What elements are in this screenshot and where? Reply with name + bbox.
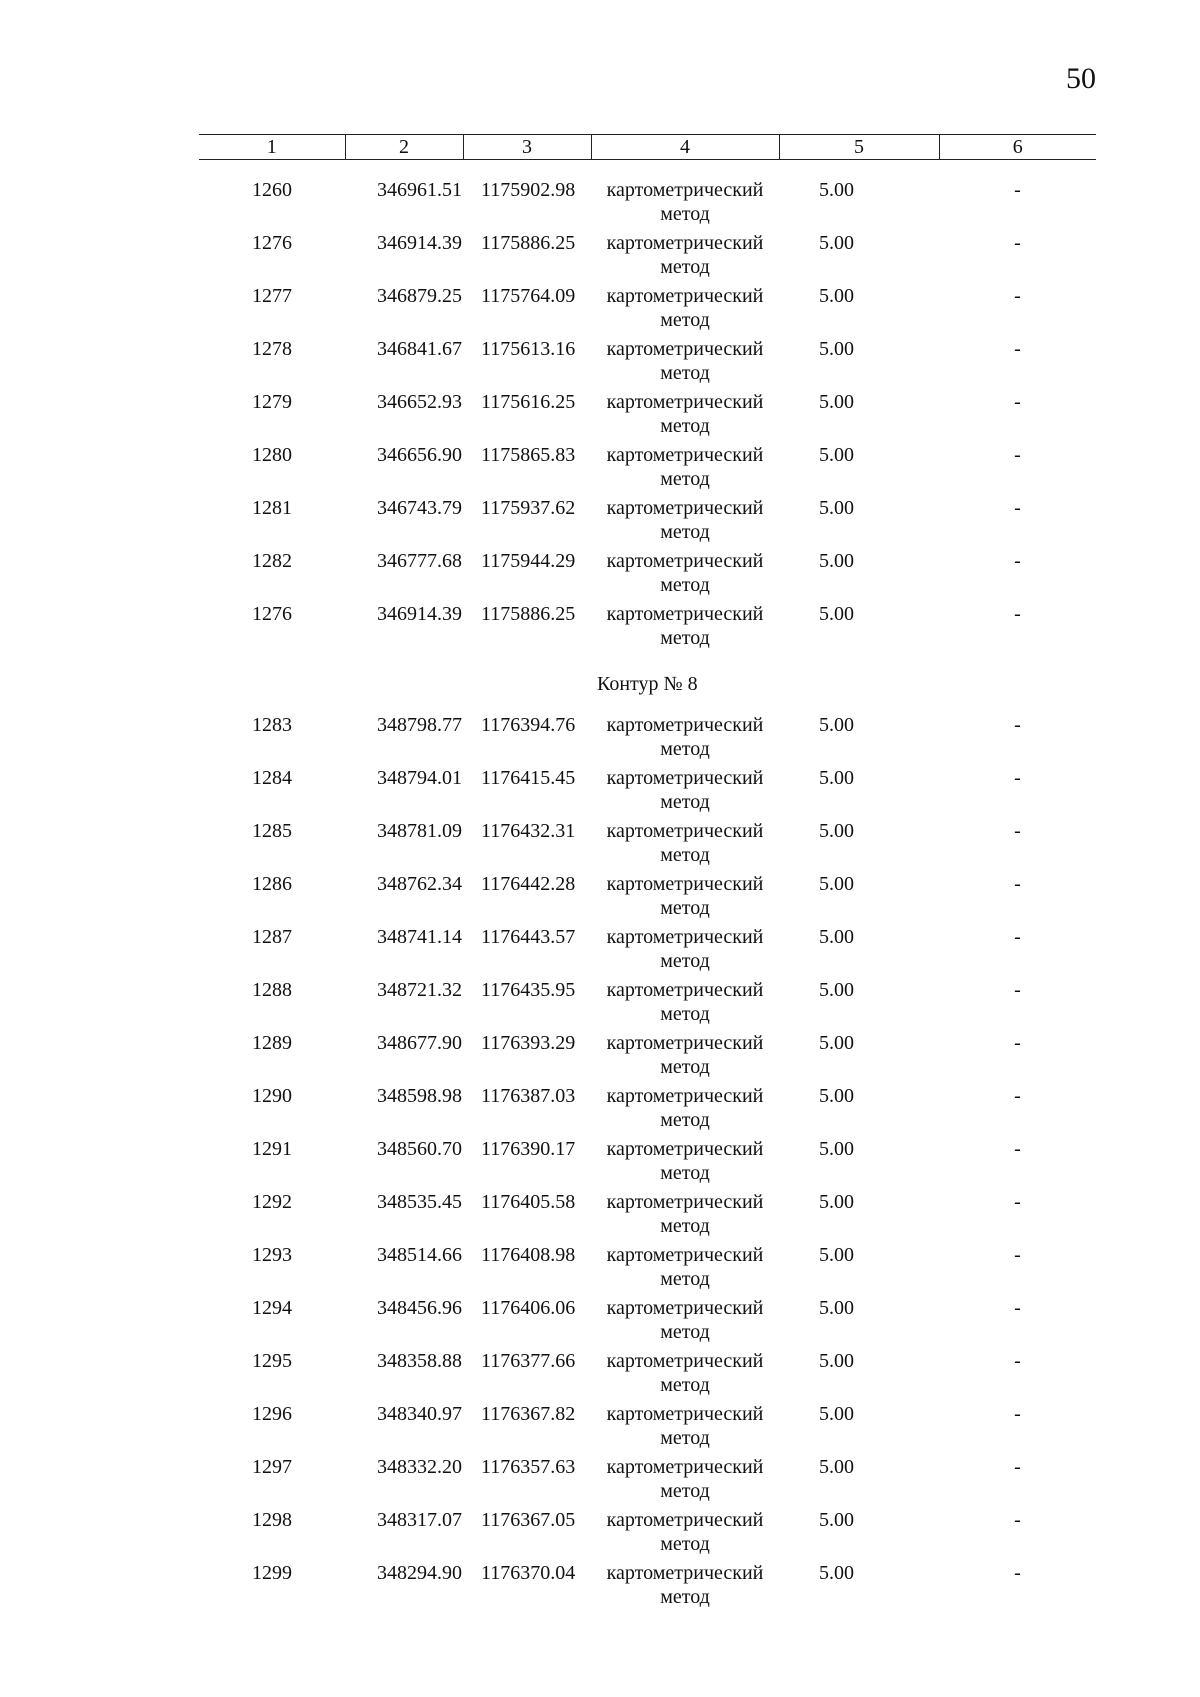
coordinate-y: 1176405.58: [481, 1191, 576, 1213]
method-line-1: картометрический: [606, 1244, 764, 1266]
method: [591, 1455, 779, 1508]
method-line-1: картометрический: [606, 1403, 764, 1425]
method-line-1: картометрический: [606, 497, 764, 519]
method-line-2: метод: [660, 468, 710, 490]
coordinate-y: 1176432.31: [481, 820, 576, 842]
method-line-1: картометрический: [606, 767, 764, 789]
method: [591, 160, 779, 232]
coordinate-x: 346656.90: [377, 444, 462, 466]
method-line-1: картометрический: [606, 1085, 764, 1107]
method-line-1: картометрический: [606, 1350, 764, 1372]
coordinate-y: 1175937.62: [481, 497, 576, 519]
method: [591, 390, 779, 443]
method-line-2: метод: [660, 1268, 710, 1290]
page-number: 50: [1066, 62, 1096, 95]
method-line-1: картометрический: [606, 338, 764, 360]
accuracy: 5.00: [819, 1403, 854, 1425]
method-line-2: метод: [660, 256, 710, 278]
point-number: 1276: [252, 232, 292, 254]
note: -: [1014, 714, 1021, 736]
table-row: [199, 1031, 1096, 1084]
coordinate-x: 348514.66: [377, 1244, 462, 1266]
coordinate-x: 346879.25: [377, 285, 462, 307]
table-row: [199, 443, 1096, 496]
note: -: [1014, 1562, 1021, 1584]
coordinate-x: 348358.88: [377, 1350, 462, 1372]
method-line-2: метод: [660, 1215, 710, 1237]
table-row: [199, 390, 1096, 443]
coordinate-y: 1175902.98: [481, 179, 576, 201]
coordinate-y: 1176415.45: [481, 767, 576, 789]
method-line-1: картометрический: [606, 1191, 764, 1213]
coordinate-x: 348762.34: [377, 873, 462, 895]
method-line-1: картометрический: [606, 444, 764, 466]
coordinate-x: 348560.70: [377, 1138, 462, 1160]
coordinate-x: 346914.39: [377, 232, 462, 254]
note: -: [1014, 926, 1021, 948]
point-number: 1283: [252, 714, 292, 736]
table-row: [199, 1561, 1096, 1614]
point-number: 1286: [252, 873, 292, 895]
method-line-2: метод: [660, 1056, 710, 1078]
note: -: [1014, 1138, 1021, 1160]
table-row: [199, 1349, 1096, 1402]
header-col-5: 5: [779, 135, 939, 160]
method-line-2: метод: [660, 1321, 710, 1343]
accuracy: 5.00: [819, 1350, 854, 1372]
table-row: [199, 337, 1096, 390]
coordinate-y: 1176390.17: [481, 1138, 576, 1160]
note: -: [1014, 1191, 1021, 1213]
point-number: 1278: [252, 338, 292, 360]
table-row: [199, 1190, 1096, 1243]
method: [591, 819, 779, 872]
note: -: [1014, 338, 1021, 360]
coordinates-table: [199, 134, 1096, 1614]
coordinate-y: 1176435.95: [481, 979, 576, 1001]
header-col-4: 4: [591, 135, 779, 160]
table-row: [199, 1508, 1096, 1561]
header-col-6: 6: [939, 135, 1096, 160]
note: -: [1014, 1509, 1021, 1531]
method-line-2: метод: [660, 950, 710, 972]
table-row: [199, 978, 1096, 1031]
point-number: 1298: [252, 1509, 292, 1531]
note: -: [1014, 979, 1021, 1001]
accuracy: 5.00: [819, 926, 854, 948]
note: -: [1014, 391, 1021, 413]
coordinate-x: 346652.93: [377, 391, 462, 413]
method-line-2: метод: [660, 203, 710, 225]
point-number: 1282: [252, 550, 292, 572]
accuracy: 5.00: [819, 603, 854, 625]
coordinate-y: 1175865.83: [481, 444, 576, 466]
table-row: [199, 713, 1096, 766]
accuracy: 5.00: [819, 285, 854, 307]
method-line-1: картометрический: [606, 926, 764, 948]
method: [591, 337, 779, 390]
coordinate-x: 346914.39: [377, 603, 462, 625]
point-number: 1294: [252, 1297, 292, 1319]
coordinate-x: 346841.67: [377, 338, 462, 360]
table-body: [199, 160, 1096, 1615]
table-row: [199, 1243, 1096, 1296]
point-number: 1297: [252, 1456, 292, 1478]
note: -: [1014, 1456, 1021, 1478]
table-row: [199, 549, 1096, 602]
coordinate-y: 1175886.25: [481, 603, 576, 625]
method: [591, 602, 779, 655]
accuracy: 5.00: [819, 714, 854, 736]
header-col-3: 3: [463, 135, 591, 160]
coordinate-x: 348535.45: [377, 1191, 462, 1213]
coordinate-x: 348741.14: [377, 926, 462, 948]
point-number: 1277: [252, 285, 292, 307]
point-number: 1260: [252, 179, 292, 201]
coordinate-y: 1175764.09: [481, 285, 576, 307]
accuracy: 5.00: [819, 1032, 854, 1054]
method: [591, 1243, 779, 1296]
coordinate-y: 1176367.05: [481, 1509, 576, 1531]
note: -: [1014, 1350, 1021, 1372]
point-number: 1287: [252, 926, 292, 948]
accuracy: 5.00: [819, 179, 854, 201]
method-line-1: картометрический: [606, 873, 764, 895]
point-number: 1292: [252, 1191, 292, 1213]
note: -: [1014, 603, 1021, 625]
header-row: [199, 135, 1096, 160]
table-row: [199, 925, 1096, 978]
coordinate-x: 348781.09: [377, 820, 462, 842]
coordinate-x: 348798.77: [377, 714, 462, 736]
method: [591, 496, 779, 549]
table-row: [199, 496, 1096, 549]
coordinate-y: 1176406.06: [481, 1297, 576, 1319]
note: -: [1014, 285, 1021, 307]
header-col-2: 2: [345, 135, 463, 160]
method-line-1: картометрический: [606, 1032, 764, 1054]
accuracy: 5.00: [819, 1509, 854, 1531]
method-line-1: картометрический: [606, 1562, 764, 1584]
coordinate-y: 1176377.66: [481, 1350, 576, 1372]
accuracy: 5.00: [819, 232, 854, 254]
method-line-2: метод: [660, 1162, 710, 1184]
point-number: 1291: [252, 1138, 292, 1160]
coordinate-x: 346777.68: [377, 550, 462, 572]
method-line-1: картометрический: [606, 285, 764, 307]
accuracy: 5.00: [819, 1456, 854, 1478]
method-line-1: картометрический: [606, 179, 764, 201]
table-row: [199, 160, 1096, 232]
table-row: [199, 1084, 1096, 1137]
method-line-2: метод: [660, 1109, 710, 1131]
method: [591, 766, 779, 819]
method-line-2: метод: [660, 791, 710, 813]
coordinate-x: 348332.20: [377, 1456, 462, 1478]
note: -: [1014, 873, 1021, 895]
method-line-1: картометрический: [606, 603, 764, 625]
method-line-2: метод: [660, 1374, 710, 1396]
method: [591, 1561, 779, 1614]
method-line-1: картометрический: [606, 1297, 764, 1319]
accuracy: 5.00: [819, 820, 854, 842]
method-line-2: метод: [660, 1586, 710, 1608]
method-line-2: метод: [660, 738, 710, 760]
point-number: 1293: [252, 1244, 292, 1266]
accuracy: 5.00: [819, 873, 854, 895]
method-line-2: метод: [660, 897, 710, 919]
method-line-1: картометрический: [606, 1509, 764, 1531]
table-header: [199, 135, 1096, 160]
table-row: [199, 602, 1096, 655]
coordinate-x: 346743.79: [377, 497, 462, 519]
table-row: [199, 284, 1096, 337]
note: -: [1014, 497, 1021, 519]
point-number: 1279: [252, 391, 292, 413]
note: -: [1014, 1085, 1021, 1107]
coordinate-y: 1175886.25: [481, 232, 576, 254]
method-line-1: картометрический: [606, 391, 764, 413]
method-line-1: картометрический: [606, 1456, 764, 1478]
point-number: 1284: [252, 767, 292, 789]
accuracy: 5.00: [819, 1191, 854, 1213]
accuracy: 5.00: [819, 391, 854, 413]
document-body: [199, 134, 1096, 1614]
method-line-2: метод: [660, 1427, 710, 1449]
table-row: [199, 819, 1096, 872]
note: -: [1014, 1244, 1021, 1266]
accuracy: 5.00: [819, 444, 854, 466]
coordinate-y: 1176357.63: [481, 1456, 576, 1478]
method: [591, 549, 779, 602]
accuracy: 5.00: [819, 767, 854, 789]
table-row: [199, 1455, 1096, 1508]
method: [591, 231, 779, 284]
accuracy: 5.00: [819, 1562, 854, 1584]
note: -: [1014, 1403, 1021, 1425]
point-number: 1276: [252, 603, 292, 625]
coordinate-x: 348317.07: [377, 1509, 462, 1531]
table-row: [199, 1296, 1096, 1349]
coordinate-y: 1175944.29: [481, 550, 576, 572]
method: [591, 1190, 779, 1243]
method-line-2: метод: [660, 309, 710, 331]
coordinate-y: 1175613.16: [481, 338, 576, 360]
method-line-2: метод: [660, 844, 710, 866]
note: -: [1014, 550, 1021, 572]
method-line-2: метод: [660, 521, 710, 543]
coordinate-y: 1176408.98: [481, 1244, 576, 1266]
note: -: [1014, 1297, 1021, 1319]
coordinate-y: 1176387.03: [481, 1085, 576, 1107]
method: [591, 1402, 779, 1455]
coordinate-x: 348456.96: [377, 1297, 462, 1319]
method: [591, 978, 779, 1031]
method: [591, 443, 779, 496]
table-row: [199, 231, 1096, 284]
method-line-2: метод: [660, 362, 710, 384]
note: -: [1014, 179, 1021, 201]
point-number: 1295: [252, 1350, 292, 1372]
note: -: [1014, 232, 1021, 254]
section-title: Контур № 8: [597, 673, 698, 695]
point-number: 1290: [252, 1085, 292, 1107]
method: [591, 713, 779, 766]
coordinate-y: 1176442.28: [481, 873, 576, 895]
point-number: 1281: [252, 497, 292, 519]
point-number: 1280: [252, 444, 292, 466]
method-line-2: метод: [660, 1003, 710, 1025]
method-line-2: метод: [660, 1480, 710, 1502]
point-number: 1299: [252, 1562, 292, 1584]
table-row: [199, 1402, 1096, 1455]
method-line-2: метод: [660, 627, 710, 649]
coordinate-x: 348794.01: [377, 767, 462, 789]
accuracy: 5.00: [819, 550, 854, 572]
method: [591, 284, 779, 337]
coordinate-y: 1176394.76: [481, 714, 576, 736]
method-line-2: метод: [660, 415, 710, 437]
coordinate-x: 348294.90: [377, 1562, 462, 1584]
accuracy: 5.00: [819, 1244, 854, 1266]
coordinate-x: 348340.97: [377, 1403, 462, 1425]
method-line-2: метод: [660, 1533, 710, 1555]
coordinate-y: 1176367.82: [481, 1403, 576, 1425]
coordinate-x: 348598.98: [377, 1085, 462, 1107]
accuracy: 5.00: [819, 979, 854, 1001]
note: -: [1014, 1032, 1021, 1054]
method: [591, 1296, 779, 1349]
point-number: 1285: [252, 820, 292, 842]
coordinate-y: 1176443.57: [481, 926, 576, 948]
method-line-1: картометрический: [606, 714, 764, 736]
table-row: [199, 872, 1096, 925]
method-line-1: картометрический: [606, 232, 764, 254]
method: [591, 1349, 779, 1402]
method-line-1: картометрический: [606, 979, 764, 1001]
coordinate-x: 346961.51: [377, 179, 462, 201]
coordinate-x: 348721.32: [377, 979, 462, 1001]
point-number: 1289: [252, 1032, 292, 1054]
method: [591, 1137, 779, 1190]
method: [591, 872, 779, 925]
method-line-1: картометрический: [606, 550, 764, 572]
header-col-1: 1: [199, 135, 345, 160]
method: [591, 1031, 779, 1084]
note: -: [1014, 820, 1021, 842]
table-row: [199, 766, 1096, 819]
method: [591, 1084, 779, 1137]
method-line-2: метод: [660, 574, 710, 596]
point-number: 1288: [252, 979, 292, 1001]
accuracy: 5.00: [819, 1085, 854, 1107]
accuracy: 5.00: [819, 1297, 854, 1319]
point-number: 1296: [252, 1403, 292, 1425]
method: [591, 1508, 779, 1561]
note: -: [1014, 444, 1021, 466]
section-row: [199, 655, 1096, 713]
method-line-1: картометрический: [606, 1138, 764, 1160]
method-line-1: картометрический: [606, 820, 764, 842]
accuracy: 5.00: [819, 338, 854, 360]
coordinate-x: 348677.90: [377, 1032, 462, 1054]
note: -: [1014, 767, 1021, 789]
coordinate-y: 1176370.04: [481, 1562, 576, 1584]
coordinate-y: 1176393.29: [481, 1032, 576, 1054]
coordinate-y: 1175616.25: [481, 391, 576, 413]
method: [591, 925, 779, 978]
table-row: [199, 1137, 1096, 1190]
accuracy: 5.00: [819, 497, 854, 519]
accuracy: 5.00: [819, 1138, 854, 1160]
